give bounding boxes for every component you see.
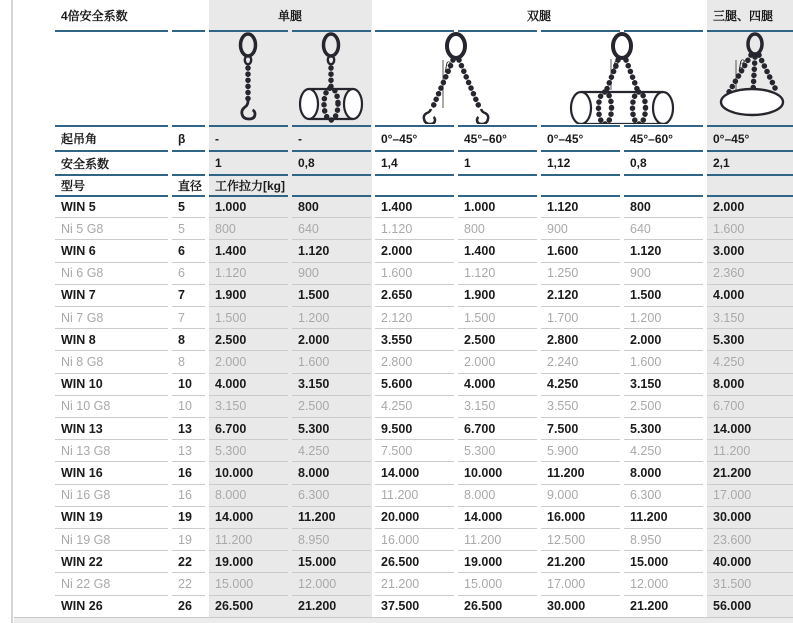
load-value-cell: 800 xyxy=(292,195,371,217)
data-rows xyxy=(55,195,793,617)
load-value-cell: 12.000 xyxy=(292,572,371,594)
beta-angle-label: β xyxy=(445,60,452,73)
spacer-cell xyxy=(292,174,371,195)
load-value-cell: 5.300 xyxy=(624,417,703,439)
load-value-cell: 11.200 xyxy=(375,484,454,506)
factor-value-cell: 1,12 xyxy=(541,150,620,174)
load-value-cell: 1.500 xyxy=(209,306,288,328)
load-value-cell: 14.000 xyxy=(375,461,454,483)
load-value-cell: 8.000 xyxy=(624,461,703,483)
angle-value-cell: 0°–45° xyxy=(541,125,620,150)
load-value-cell: 14.000 xyxy=(209,506,288,528)
load-value-cell: 900 xyxy=(624,262,703,284)
table-row xyxy=(55,461,793,483)
load-value-cell: 800 xyxy=(209,217,288,239)
load-value-cell: 14.000 xyxy=(458,506,537,528)
table-row xyxy=(55,350,793,372)
spacer-cell xyxy=(55,30,168,125)
double-leg-hook-sling-icon xyxy=(401,32,511,124)
spacer-cell xyxy=(458,174,537,195)
load-value-cell: 4.000 xyxy=(209,373,288,395)
load-value-cell: 2.500 xyxy=(458,328,537,350)
diameter-cell: 16 xyxy=(172,484,205,506)
load-value-cell: 15.000 xyxy=(209,572,288,594)
load-value-cell: 5.600 xyxy=(375,373,454,395)
model-cell: WIN 7 xyxy=(55,284,168,306)
model-cell: Ni 13 G8 xyxy=(55,439,168,461)
load-value-cell: 1.400 xyxy=(458,239,537,261)
load-value-cell: 1.700 xyxy=(541,306,620,328)
model-cell: Ni 5 G8 xyxy=(55,217,168,239)
load-value-cell: 1.000 xyxy=(458,195,537,217)
load-value-cell: 2.650 xyxy=(375,284,454,306)
load-value-cell: 1.200 xyxy=(624,306,703,328)
load-value-cell: 21.200 xyxy=(707,461,793,483)
load-value-cell: 14.000 xyxy=(707,417,793,439)
safety-factor-row xyxy=(55,150,793,174)
load-value-cell: 5.900 xyxy=(541,439,620,461)
diameter-cell: 8 xyxy=(172,328,205,350)
factor-row-label: 安全系数 xyxy=(55,150,168,174)
load-value-cell: 8.000 xyxy=(209,484,288,506)
load-value-cell: 26.500 xyxy=(375,550,454,572)
page-title: 4倍安全系数 xyxy=(61,8,128,23)
diameter-cell: 26 xyxy=(172,595,205,617)
load-value-cell: 30.000 xyxy=(541,595,620,617)
load-value-cell: 8.950 xyxy=(292,528,371,550)
load-value-cell: 1.120 xyxy=(458,262,537,284)
spacer-cell xyxy=(375,174,454,195)
load-value-cell: 1.500 xyxy=(292,284,371,306)
load-value-cell: 15.000 xyxy=(624,550,703,572)
load-value-cell: 2.000 xyxy=(707,195,793,217)
beta-angle-label: β xyxy=(739,58,746,71)
load-value-cell: 5.300 xyxy=(707,328,793,350)
load-value-cell: 1.500 xyxy=(624,284,703,306)
load-value-cell: 1.000 xyxy=(209,195,288,217)
load-value-cell: 23.600 xyxy=(707,528,793,550)
load-value-cell: 16.000 xyxy=(541,506,620,528)
model-cell: Ni 10 G8 xyxy=(55,395,168,417)
diameter-cell: 16 xyxy=(172,461,205,483)
load-value-cell: 21.200 xyxy=(292,595,371,617)
load-value-cell: 1.250 xyxy=(541,262,620,284)
load-value-cell: 37.500 xyxy=(375,595,454,617)
load-value-cell: 2.000 xyxy=(458,350,537,372)
column-heads-row xyxy=(55,174,793,195)
factor-value-cell: 0,8 xyxy=(292,150,371,174)
diameter-cell: 5 xyxy=(172,217,205,239)
load-value-cell: 16.000 xyxy=(375,528,454,550)
load-value-cell: 2.120 xyxy=(541,284,620,306)
load-value-cell: 8.950 xyxy=(624,528,703,550)
load-value-cell: 17.000 xyxy=(541,572,620,594)
table-row xyxy=(55,528,793,550)
angle-value-cell: 45°–60° xyxy=(458,125,537,150)
load-value-cell: 4.250 xyxy=(375,395,454,417)
spacer-cell xyxy=(172,150,205,174)
load-value-cell: 3.150 xyxy=(292,373,371,395)
model-cell: WIN 8 xyxy=(55,328,168,350)
load-value-cell: 1.600 xyxy=(375,262,454,284)
model-cell: Ni 6 G8 xyxy=(55,262,168,284)
load-value-cell: 3.150 xyxy=(624,373,703,395)
table-row xyxy=(55,484,793,506)
load-value-cell: 40.000 xyxy=(707,550,793,572)
load-value-cell: 4.000 xyxy=(707,284,793,306)
table-row xyxy=(55,373,793,395)
table-row xyxy=(55,306,793,328)
diameter-cell: 6 xyxy=(172,262,205,284)
model-cell: WIN 6 xyxy=(55,239,168,261)
load-value-cell: 3.150 xyxy=(707,306,793,328)
load-value-cell: 800 xyxy=(624,195,703,217)
table-row xyxy=(55,328,793,350)
load-value-cell: 4.250 xyxy=(624,439,703,461)
load-value-cell: 15.000 xyxy=(292,550,371,572)
angle-row-label: 起吊角 xyxy=(55,125,168,150)
double-leg-choke-sling-icon xyxy=(565,32,679,124)
single-leg-hook-sling-icon xyxy=(228,32,268,124)
load-value-cell: 2.120 xyxy=(375,306,454,328)
spacer-cell xyxy=(624,174,703,195)
load-value-cell: 1.120 xyxy=(292,239,371,261)
model-cell: WIN 22 xyxy=(55,550,168,572)
load-value-cell: 6.300 xyxy=(292,484,371,506)
factor-value-cell: 2,1 xyxy=(707,150,793,174)
load-value-cell: 6.700 xyxy=(458,417,537,439)
diameter-cell: 8 xyxy=(172,350,205,372)
load-value-cell: 3.000 xyxy=(707,239,793,261)
diameter-column-header: 直径 xyxy=(172,174,205,195)
load-value-cell: 8.000 xyxy=(458,484,537,506)
diameter-cell: 10 xyxy=(172,373,205,395)
load-value-cell: 2.000 xyxy=(209,350,288,372)
load-value-cell: 5.300 xyxy=(292,417,371,439)
load-value-cell: 1.900 xyxy=(209,284,288,306)
working-load-column-header: 工作拉力[kg] xyxy=(209,174,288,195)
load-value-cell: 4.250 xyxy=(541,373,620,395)
load-value-cell: 26.500 xyxy=(458,595,537,617)
load-value-cell: 2.000 xyxy=(375,239,454,261)
load-value-cell: 1.900 xyxy=(458,284,537,306)
load-value-cell: 640 xyxy=(292,217,371,239)
load-value-cell: 21.200 xyxy=(375,572,454,594)
load-value-cell: 900 xyxy=(292,262,371,284)
model-cell: Ni 19 G8 xyxy=(55,528,168,550)
load-value-cell: 19.000 xyxy=(209,550,288,572)
load-value-cell: 1.600 xyxy=(292,350,371,372)
multi-leg-sling-icon xyxy=(708,32,793,124)
load-value-cell: 15.000 xyxy=(458,572,537,594)
load-value-cell: 800 xyxy=(458,217,537,239)
load-value-cell: 4.250 xyxy=(292,439,371,461)
load-value-cell: 1.400 xyxy=(375,195,454,217)
load-value-cell: 2.800 xyxy=(375,350,454,372)
load-value-cell: 2.360 xyxy=(707,262,793,284)
load-value-cell: 1.120 xyxy=(624,239,703,261)
model-cell: Ni 8 G8 xyxy=(55,350,168,372)
load-value-cell: 9.500 xyxy=(375,417,454,439)
load-value-cell: 11.200 xyxy=(707,439,793,461)
angle-value-cell: 45°–60° xyxy=(624,125,703,150)
spacer-cell xyxy=(707,174,793,195)
model-column-header: 型号 xyxy=(55,174,168,195)
load-value-cell: 8.000 xyxy=(292,461,371,483)
table-row xyxy=(55,195,793,217)
load-value-cell: 8.000 xyxy=(707,373,793,395)
single-leg-choke-sling-icon xyxy=(296,32,366,124)
load-value-cell: 4.000 xyxy=(458,373,537,395)
group-label-double-leg: 双腿 xyxy=(526,8,551,23)
load-value-cell: 17.000 xyxy=(707,484,793,506)
load-value-cell: 1.120 xyxy=(209,262,288,284)
factor-value-cell: 1,4 xyxy=(375,150,454,174)
diameter-cell: 7 xyxy=(172,306,205,328)
load-value-cell: 2.500 xyxy=(624,395,703,417)
model-cell: WIN 13 xyxy=(55,417,168,439)
load-value-cell: 2.000 xyxy=(292,328,371,350)
angle-value-cell: 0°–45° xyxy=(375,125,454,150)
factor-value-cell: 1 xyxy=(209,150,288,174)
angle-value-cell: 0°–45° xyxy=(707,125,793,150)
beta-symbol: β xyxy=(172,125,205,150)
load-value-cell: 3.550 xyxy=(541,395,620,417)
load-value-cell: 12.500 xyxy=(541,528,620,550)
load-value-cell: 1.600 xyxy=(541,239,620,261)
diameter-cell: 13 xyxy=(172,439,205,461)
load-value-cell: 56.000 xyxy=(707,595,793,617)
table-row xyxy=(55,239,793,261)
spacer-cell xyxy=(172,30,205,125)
load-value-cell: 10.000 xyxy=(209,461,288,483)
factor-value-cell: 1 xyxy=(458,150,537,174)
diameter-cell: 22 xyxy=(172,550,205,572)
model-cell: WIN 5 xyxy=(55,195,168,217)
load-value-cell: 1.600 xyxy=(707,217,793,239)
load-value-cell: 2.800 xyxy=(541,328,620,350)
model-cell: WIN 16 xyxy=(55,461,168,483)
diameter-cell: 5 xyxy=(172,195,205,217)
table-row xyxy=(55,439,793,461)
beta-angle-label: β xyxy=(613,59,620,72)
load-value-cell: 30.000 xyxy=(707,506,793,528)
factor-value-cell: 0,8 xyxy=(624,150,703,174)
load-value-cell: 1.120 xyxy=(375,217,454,239)
load-value-cell: 2.240 xyxy=(541,350,620,372)
load-value-cell: 21.200 xyxy=(624,595,703,617)
load-value-cell: 6.300 xyxy=(624,484,703,506)
load-value-cell: 12.000 xyxy=(624,572,703,594)
diameter-cell: 10 xyxy=(172,395,205,417)
header-row xyxy=(55,0,793,30)
table-row xyxy=(55,417,793,439)
model-cell: WIN 26 xyxy=(55,595,168,617)
load-value-cell: 2.500 xyxy=(209,328,288,350)
load-value-cell: 2.000 xyxy=(624,328,703,350)
angle-value-cell: - xyxy=(209,125,288,150)
load-value-cell: 7.500 xyxy=(541,417,620,439)
model-cell: Ni 16 G8 xyxy=(55,484,168,506)
table-row xyxy=(55,550,793,572)
model-cell: WIN 10 xyxy=(55,373,168,395)
spacer-cell xyxy=(172,0,205,30)
table-row xyxy=(55,506,793,528)
diameter-cell: 19 xyxy=(172,528,205,550)
load-value-cell: 11.200 xyxy=(209,528,288,550)
load-value-cell: 1.200 xyxy=(292,306,371,328)
load-value-cell: 1.600 xyxy=(624,350,703,372)
page-edge-line xyxy=(11,0,13,623)
diameter-cell: 22 xyxy=(172,572,205,594)
load-value-cell: 1.400 xyxy=(209,239,288,261)
diameter-cell: 13 xyxy=(172,417,205,439)
table-row xyxy=(55,262,793,284)
load-value-cell: 11.200 xyxy=(458,528,537,550)
table-row xyxy=(55,284,793,306)
spacer-cell xyxy=(541,174,620,195)
diameter-cell: 7 xyxy=(172,284,205,306)
load-value-cell: 2.500 xyxy=(292,395,371,417)
load-value-cell: 9.000 xyxy=(541,484,620,506)
model-cell: Ni 7 G8 xyxy=(55,306,168,328)
table-row xyxy=(55,395,793,417)
table-row xyxy=(55,572,793,594)
table-row xyxy=(55,595,793,617)
load-value-cell: 4.250 xyxy=(707,350,793,372)
load-value-cell: 31.500 xyxy=(707,572,793,594)
page-bottom-strip xyxy=(14,617,793,623)
load-value-cell: 26.500 xyxy=(209,595,288,617)
load-value-cell: 3.150 xyxy=(458,395,537,417)
load-value-cell: 6.700 xyxy=(209,417,288,439)
load-value-cell: 1.500 xyxy=(458,306,537,328)
model-cell: Ni 22 G8 xyxy=(55,572,168,594)
load-value-cell: 10.000 xyxy=(458,461,537,483)
load-value-cell: 5.300 xyxy=(458,439,537,461)
load-value-cell: 20.000 xyxy=(375,506,454,528)
load-value-cell: 11.200 xyxy=(624,506,703,528)
load-value-cell: 11.200 xyxy=(292,506,371,528)
diameter-cell: 19 xyxy=(172,506,205,528)
load-value-cell: 11.200 xyxy=(541,461,620,483)
diameter-cell: 6 xyxy=(172,239,205,261)
angle-value-cell: - xyxy=(292,125,371,150)
load-value-cell: 5.300 xyxy=(209,439,288,461)
group-label-multi-leg: 三腿、四腿 xyxy=(713,8,774,23)
load-value-cell: 3.550 xyxy=(375,328,454,350)
load-value-cell: 7.500 xyxy=(375,439,454,461)
table-row xyxy=(55,217,793,239)
load-value-cell: 3.150 xyxy=(209,395,288,417)
load-value-cell: 1.120 xyxy=(541,195,620,217)
load-value-cell: 6.700 xyxy=(707,395,793,417)
load-value-cell: 640 xyxy=(624,217,703,239)
load-value-cell: 19.000 xyxy=(458,550,537,572)
load-value-cell: 900 xyxy=(541,217,620,239)
group-label-single-leg: 单腿 xyxy=(277,8,302,23)
lifting-angle-row xyxy=(55,125,793,150)
model-cell: WIN 19 xyxy=(55,506,168,528)
load-value-cell: 21.200 xyxy=(541,550,620,572)
